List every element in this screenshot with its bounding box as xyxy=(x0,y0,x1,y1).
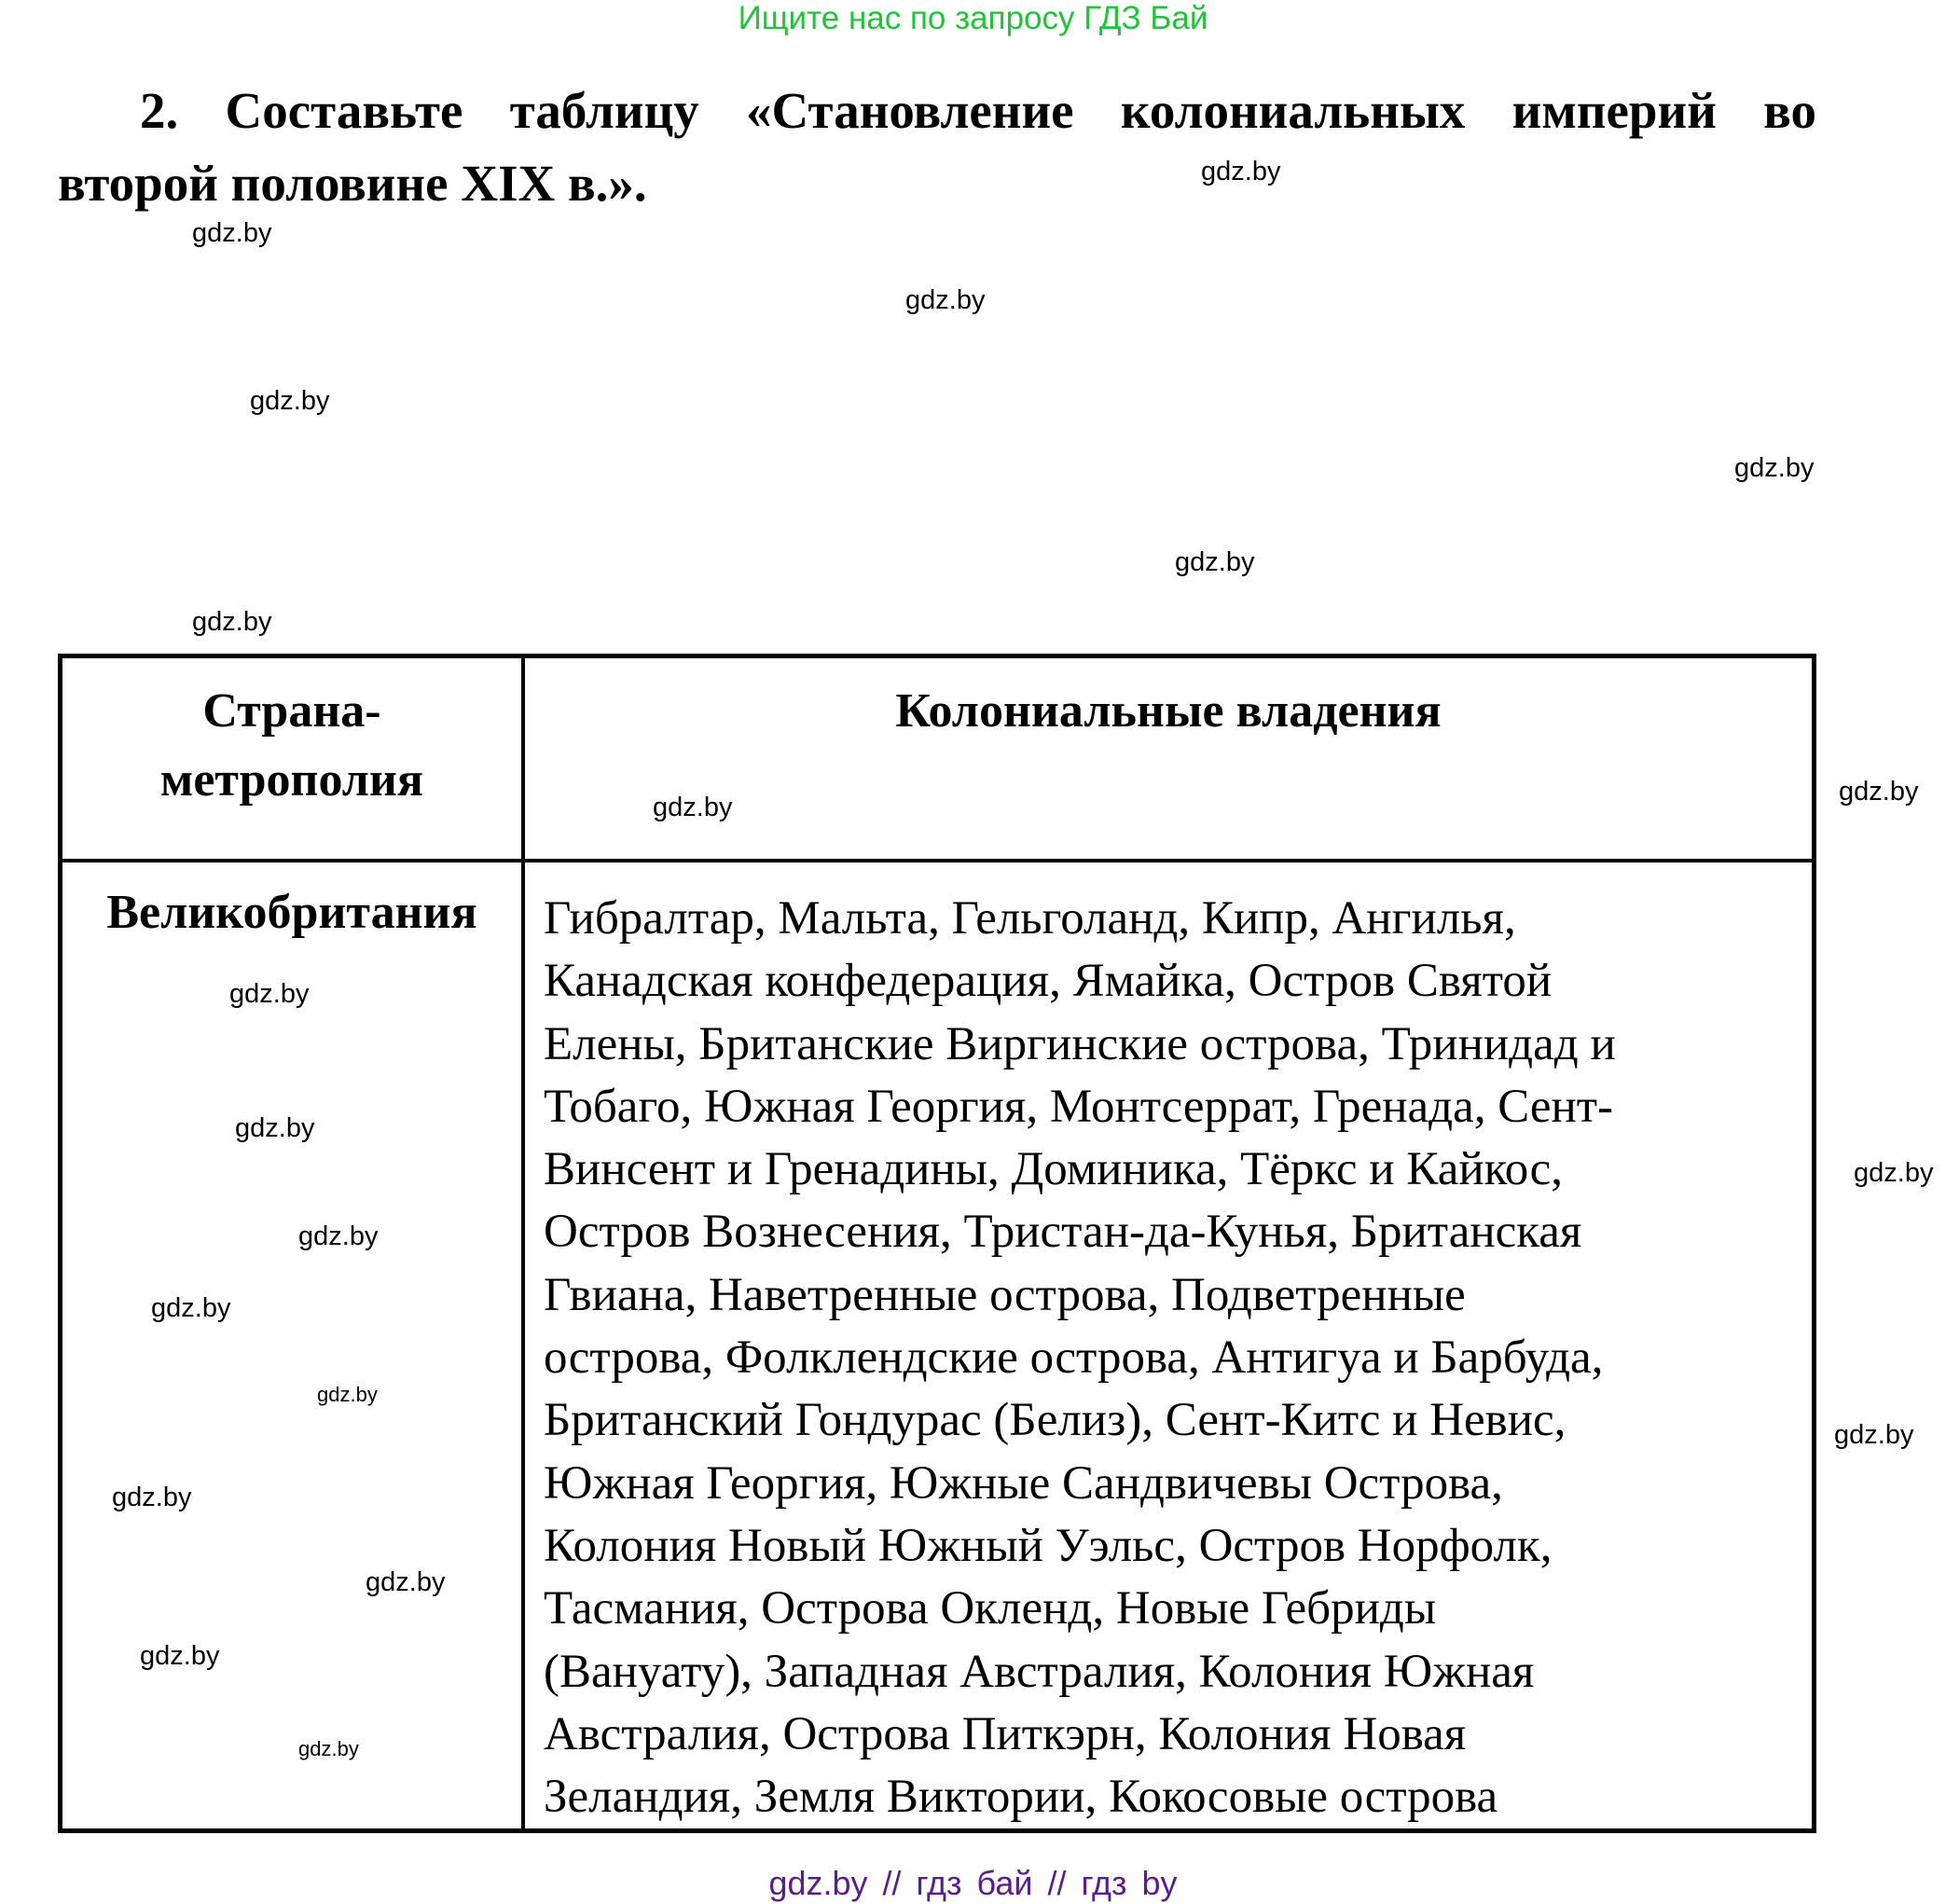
watermark: gdz.by xyxy=(1734,453,1815,483)
watermark: gdz.by xyxy=(298,1737,359,1760)
possessions-line: Зеландия, Земля Виктории, Кокосовые острова xyxy=(544,1771,1498,1824)
possessions-line: Гвиана, Наветренные острова, Подветренные xyxy=(544,1268,1466,1321)
country-cell: Великобритания xyxy=(61,861,524,1831)
watermark: gdz.by xyxy=(250,386,330,416)
search-banner: Ищите нас по запросу ГДЗ Бай xyxy=(738,0,1208,36)
header-possessions: Колониальные владения xyxy=(523,656,1815,862)
possessions-line: (Вануату), Западная Австралия, Колония Южная xyxy=(544,1645,1535,1698)
task-title xyxy=(58,75,1816,220)
watermark: gdz.by xyxy=(192,607,272,637)
watermark: gdz.by xyxy=(192,218,272,248)
possessions-line: Британский Гондурас (Белиз), Сент-Китс и Невис, xyxy=(544,1394,1566,1447)
watermark: gdz.by xyxy=(1834,1420,1914,1450)
watermark: gdz.by xyxy=(905,285,986,315)
table-row xyxy=(61,861,1815,1831)
task-title-line-2: второй половине XIX в.». xyxy=(58,155,647,212)
possessions-line: Колония Новый Южный Уэльс, Остров Норфолк, xyxy=(544,1519,1553,1572)
watermark: gdz.by xyxy=(1175,547,1255,577)
watermark: gdz.by xyxy=(229,979,310,1009)
header-country-line-2: метрополия xyxy=(159,753,424,807)
watermark: gdz.by xyxy=(112,1483,192,1512)
watermark: gdz.by xyxy=(317,1383,378,1406)
watermark: gdz.by xyxy=(140,1641,220,1671)
watermark: gdz.by xyxy=(653,793,733,822)
possessions-line: Тобаго, Южная Георгия, Монтсеррат, Гренада, Сент- xyxy=(544,1080,1614,1133)
possessions-cell xyxy=(523,861,1815,1831)
possessions-line: Тасмания, Острова Окленд, Новые Гебриды xyxy=(544,1582,1437,1635)
watermark: gdz.by xyxy=(298,1221,379,1251)
watermark: gdz.by xyxy=(1839,777,1919,807)
header-country xyxy=(61,656,524,862)
possessions-line: Винсент и Гренадины, Доминика, Тёркс и Кайкос, xyxy=(544,1143,1563,1196)
possessions-line: Гибралтар, Мальта, Гельголанд, Кипр, Ангилья, xyxy=(544,892,1516,945)
possessions-line: Южная Георгия, Южные Сандвичевы Острова, xyxy=(544,1456,1503,1510)
watermark: gdz.by xyxy=(151,1293,231,1323)
possessions-line: Канадская конфедерация, Ямайка, Остров Святой xyxy=(544,955,1553,1008)
watermark: gdz.by xyxy=(235,1113,315,1143)
possessions-line: Остров Вознесения, Тристан-да-Кунья, Британская xyxy=(544,1206,1582,1259)
possessions-line: Австралия, Острова Питкэрн, Колония Новая xyxy=(544,1707,1467,1760)
table-header-row xyxy=(61,656,1815,862)
header-country-line-1: Страна- xyxy=(202,684,381,738)
possessions-line: Елены, Британские Виргинские острова, Тринидад и xyxy=(544,1017,1616,1070)
watermark: gdz.by xyxy=(1854,1158,1934,1188)
footer-links: gdz.by // гдз бай // гдз by xyxy=(768,1864,1178,1902)
possessions-line: острова, Фолклендские острова, Антигуа и Барбуда, xyxy=(544,1331,1604,1385)
watermark: gdz.by xyxy=(366,1567,446,1597)
watermark: gdz.by xyxy=(1201,157,1281,186)
task-title-line-1: 2. Составьте таблицу «Становление колониальных империй во xyxy=(140,82,1816,139)
